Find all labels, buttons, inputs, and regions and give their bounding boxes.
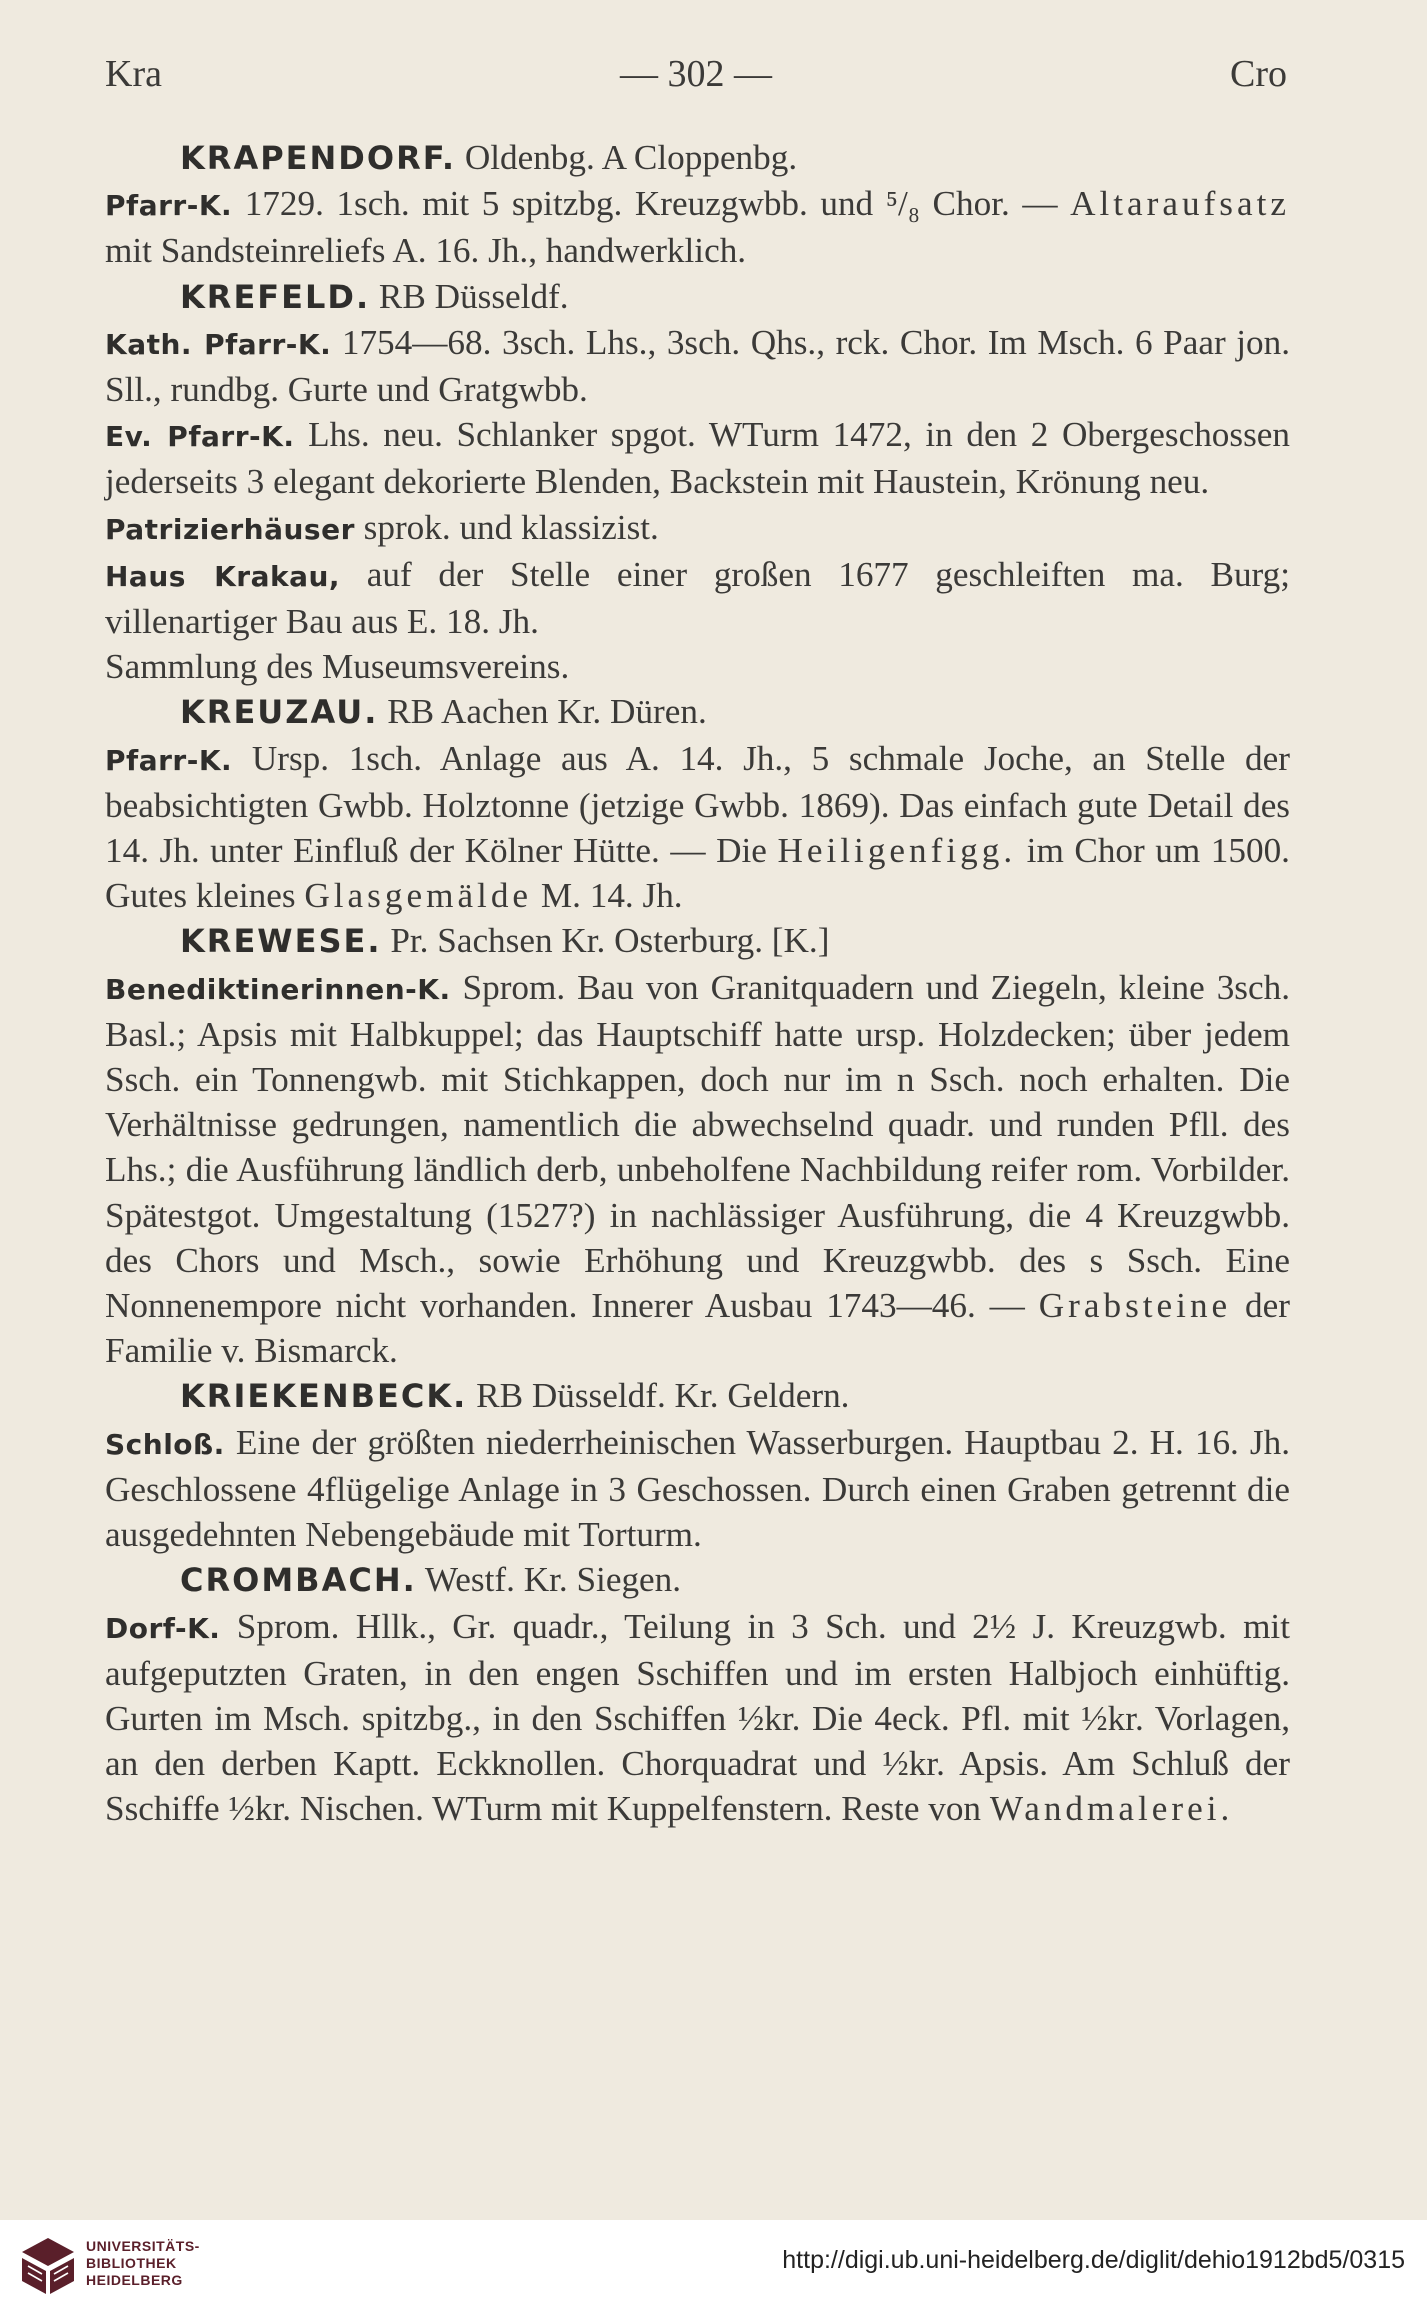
place-name: KREWESE. (180, 922, 382, 961)
paragraph-text: Ursp. 1sch. Anlage aus A. 14. Jh., 5 schmale Joche, an Stelle der beabsichtigten Gwbb. Holztonne (jetzige Gwbb. 1869). Das einfach gute Detail des 14. Jh. unter Einfluß der Kölner Hütte. — Die (105, 738, 1290, 871)
place-location: Pr. Sachsen Kr. Osterburg. [K.] (381, 921, 830, 961)
entry-krapendorf (105, 135, 1290, 274)
entry-paragraph (105, 1420, 1290, 1558)
digitization-footer (0, 2220, 1427, 2307)
entry-heading (105, 689, 1290, 735)
paragraph-text: der Familie v. Bismarck. (105, 1286, 1290, 1371)
spaced-term: Grabsteine (1038, 1286, 1232, 1326)
place-location: Westf. Kr. Siegen. (416, 1560, 682, 1600)
entry-kriekenbeck (105, 1373, 1290, 1557)
paragraph-text: Sprom. Hllk., Gr. quadr., Teilung in 3 Sch. und 2½ J. Kreuzgwb. mit aufgeputzten Graten, in den engen Sschiffen und im ersten Halbjoch einhüftig. Gurten im Msch. spitzbg., in den Sschiffen ½kr. Die 4eck. Pfl. mit ½kr. Vorlagen, an den derben Kaptt. Eckknollen. Chorquadrat und ½kr. Apsis. Am Schluß der Sschiffe ½kr. Nischen. WTurm mit Kuppelfenstern. Reste von (105, 1606, 1290, 1829)
entry-paragraph (105, 412, 1290, 504)
paragraph-text: 1729. 1sch. mit 5 spitzbg. Kreuzgwbb. und ⁵/₈ Chor. — (232, 184, 1071, 224)
spaced-term: Altaraufsatz (1070, 184, 1290, 224)
building-term: Dorf-K. (105, 1611, 221, 1645)
paragraph-text: Eine der größten niederrheinischen Wasserburgen. Hauptbau 2. H. 16. Jh. Geschlossene 4flügelige Anlage in 3 Geschossen. Durch einen Graben getrennt die ausgedehnten Nebengebäude mit Torturm. (105, 1422, 1290, 1555)
entry-kreuzau (105, 689, 1290, 918)
entry-crombach (105, 1557, 1290, 1831)
place-location: RB Düsseldf. (370, 276, 569, 316)
spaced-term: Glasgemälde (304, 876, 533, 916)
source-url-link[interactable]: http://digi.ub.uni-heidelberg.de/diglit/dehio1912bd5/0315 (782, 2246, 1405, 2274)
entry-paragraph (105, 552, 1290, 644)
entry-paragraph (105, 644, 1290, 689)
place-name: KRAPENDORF. (180, 139, 457, 177)
page-number: — 302 — (620, 53, 772, 95)
building-term: Pfarr-K. (105, 189, 233, 223)
entry-paragraph (105, 1604, 1290, 1832)
library-name-line: HEIDELBERG (86, 2272, 183, 2288)
building-term: Pfarr-K. (105, 743, 233, 777)
paragraph-text: auf der Stelle einer großen 1677 geschleiften ma. Burg; villenartiger Bau aus E. 18. Jh. (105, 554, 1290, 642)
header-right-keyword: Cro (1230, 53, 1287, 95)
paragraph-text: M. 14. Jh. (532, 876, 683, 916)
library-name (86, 2238, 200, 2289)
entry-paragraph (105, 965, 1290, 1374)
entry-heading (105, 918, 1290, 964)
building-term: Patrizierhäuser (105, 512, 355, 546)
spaced-term: Wandmalerei. (989, 1789, 1234, 1829)
paragraph-text: mit Sandsteinreliefs A. 16. Jh., handwerklich. (105, 231, 747, 271)
building-term: Schloß. (105, 1427, 225, 1461)
place-name: KREFELD. (180, 277, 371, 316)
entry-heading (105, 1373, 1290, 1419)
building-term: Haus Krakau, (105, 559, 341, 593)
place-location: Oldenbg. A Cloppenbg. (456, 138, 798, 177)
paragraph-text: sprok. und klassizist. (354, 507, 659, 547)
entry-paragraph (105, 181, 1290, 273)
building-term: Kath. Pfarr-K. (105, 327, 332, 361)
place-name: KREUZAU. (180, 693, 379, 732)
place-name: CROMBACH. (180, 1561, 417, 1600)
header-left-keyword: Kra (105, 53, 162, 95)
library-name-line: BIBLIOTHEK (86, 2255, 177, 2271)
place-location: RB Düsseldf. Kr. Geldern. (467, 1376, 850, 1416)
paragraph-text: Sprom. Bau von Granitquadern und Ziegeln, kleine 3sch. Basl.; Apsis mit Halbkuppel; das Hauptschiff hatte ursp. Holzdecken; über jedem Ssch. ein Tonnengwb. mit Stichkappen, doch nur im n Ssch. noch erhalten. Die Verhältnisse gedrungen, namentlich die abwechselnd quadr. und runden Pfll. des Lhs.; die Ausführung ländlich derb, unbeholfene Nachbildung reifer rom. Vorbilder. Spätestgot. Umgestaltung (1527?) in nachlässiger Ausführung, die 4 Kreuzgwbb. des Chors und Msch., sowie Erhöhung und Kreuzgwbb. des s Ssch. Eine Nonnenempore nicht vorhanden. Innerer Ausbau 1743—46. — (105, 967, 1290, 1326)
entry-paragraph (105, 736, 1290, 919)
spaced-term: Heiligenfigg. (777, 831, 1017, 871)
university-library-logo-icon (18, 2236, 78, 2296)
building-term: Ev. Pfarr-K. (105, 420, 295, 454)
paragraph-text: Sammlung des Museumsvereins. (105, 647, 570, 687)
entry-paragraph (105, 505, 1290, 552)
place-location: RB Aachen Kr. Düren. (378, 692, 707, 732)
entry-heading (105, 135, 1290, 181)
library-name-line: UNIVERSITÄTS- (86, 2238, 200, 2254)
running-header (105, 52, 1287, 112)
paragraph-text: im Chor um 1500. Gutes kleines (105, 831, 1290, 916)
entry-krefeld (105, 274, 1290, 690)
entry-heading (105, 1557, 1290, 1603)
page-body (105, 135, 1290, 1832)
entry-heading (105, 274, 1290, 320)
entry-krewese (105, 918, 1290, 1373)
building-term: Benediktinerinnen-K. (105, 972, 451, 1006)
place-name: KRIEKENBECK. (180, 1377, 468, 1416)
paragraph-text: Lhs. neu. Schlanker spgot. WTurm 1472, in den 2 Obergeschossen jederseits 3 elegant dekorierte Blenden, Backstein mit Haustein, Krönung neu. (105, 415, 1290, 502)
paragraph-text: 1754—68. 3sch. Lhs., 3sch. Qhs., rck. Chor. Im Msch. 6 Paar jon. Sll., rundbg. Gurte und Gratgwbb. (105, 322, 1291, 410)
entry-paragraph (105, 320, 1290, 412)
